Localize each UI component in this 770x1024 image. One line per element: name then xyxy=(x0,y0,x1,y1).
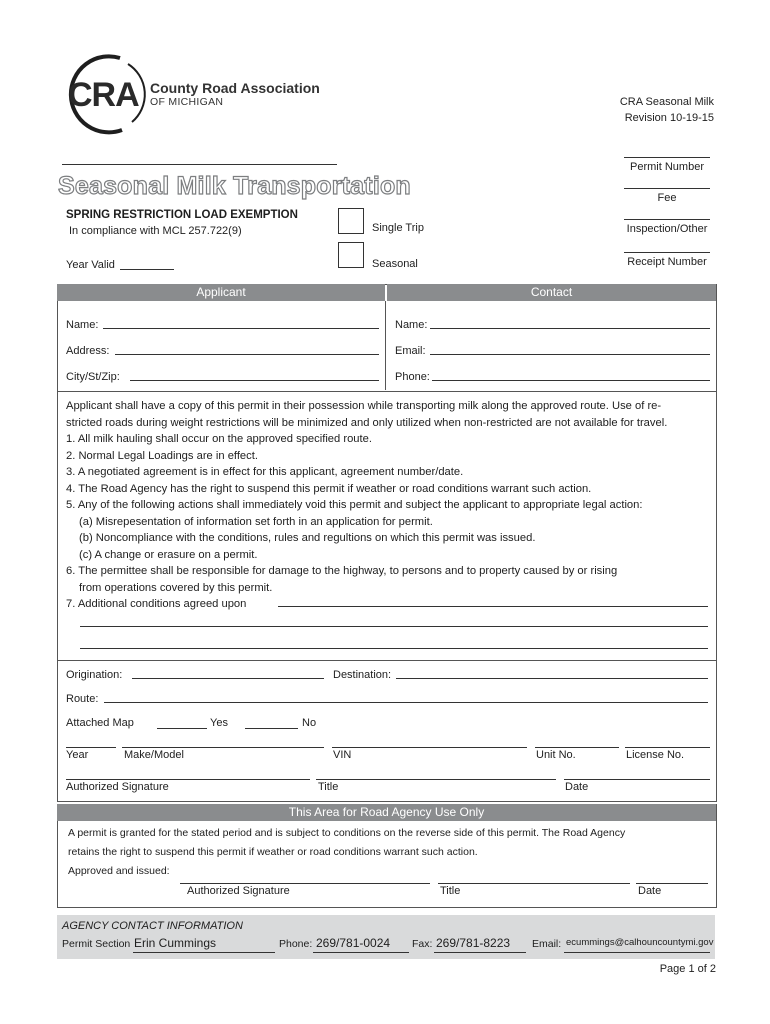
fax-label: Fax: xyxy=(412,938,433,950)
agency-header: This Area for Road Agency Use Only xyxy=(57,804,716,821)
license-no-field[interactable] xyxy=(625,747,710,748)
agency-signature-label: Authorized Signature xyxy=(187,885,290,897)
terms-line: (a) Misrepesentation of information set forth in an application for permit. xyxy=(79,515,433,528)
attached-map-label: Attached Map xyxy=(66,717,134,729)
applicant-header: Applicant xyxy=(57,284,385,301)
single-trip-label: Single Trip xyxy=(372,222,424,234)
logo-name-line1: County Road Association xyxy=(150,80,320,96)
terms-line: Applicant shall have a copy of this permit in their possession while transporting milk along the approved route. Use of re- xyxy=(66,400,662,412)
title-rule xyxy=(62,164,337,165)
route-label: Route: xyxy=(66,693,99,705)
terms-line: 7. Additional conditions agreed upon xyxy=(66,598,247,610)
contact-email-label: Email: xyxy=(395,345,426,357)
terms-line: (c) A change or erasure on a permit. xyxy=(79,548,258,561)
terms-line: from operations covered by this permit. xyxy=(79,581,273,594)
terms-line: 3. A negotiated agreement is in effect for this applicant, agreement number/date. xyxy=(66,466,464,478)
phone-label: Phone: xyxy=(279,938,313,950)
destination-field[interactable] xyxy=(396,678,708,679)
agency-text-line2: retains the right to suspend this permit if weather or road conditions warrant such action. xyxy=(68,846,478,858)
compliance-text: In compliance with MCL 257.722(9) xyxy=(69,225,242,237)
vin-label: VIN xyxy=(333,749,352,761)
make-model-label: Make/Model xyxy=(124,749,184,761)
year-valid-field[interactable] xyxy=(120,269,174,270)
fax-value: 269/781-8223 xyxy=(436,936,511,950)
agency-text-line1: A permit is granted for the stated period and is subject to conditions on the reverse side of this permit. The Road Agency xyxy=(68,827,626,839)
signature-date-label: Date xyxy=(565,781,589,793)
logo-name-line2: OF MICHIGAN xyxy=(150,96,224,108)
terms-line: 2. Normal Legal Loadings are in effect. xyxy=(66,449,258,462)
origination-label: Origination: xyxy=(66,669,123,681)
logo-abbr: CRA xyxy=(68,76,139,114)
applicant-address-label: Address: xyxy=(66,345,110,357)
route-field[interactable] xyxy=(104,702,708,703)
terms-line: 4. The Road Agency has the right to suspend this permit if weather or road conditions warrant such action. xyxy=(66,482,592,495)
email-value: ecummings@calhouncountymi.gov xyxy=(566,937,714,948)
receipt-number-label: Receipt Number xyxy=(627,256,707,268)
applicant-name-label: Name: xyxy=(66,319,99,331)
applicant-city-label: City/St/Zip: xyxy=(66,371,120,383)
agency-title-label: Title xyxy=(440,885,461,897)
doc-revision-line1: CRA Seasonal Milk xyxy=(619,96,714,108)
applicant-name-field[interactable] xyxy=(103,328,379,329)
fee-field[interactable] xyxy=(624,188,710,189)
phone-field xyxy=(313,952,409,953)
page-title: Seasonal Milk Transportation xyxy=(58,172,411,200)
permit-section-label: Permit Section xyxy=(62,938,131,950)
additional-conditions-field-2[interactable] xyxy=(80,626,708,627)
subtitle: SPRING RESTRICTION LOAD EXEMPTION xyxy=(66,209,298,221)
seasonal-label: Seasonal xyxy=(372,258,418,270)
terms-line: 6. The permittee shall be responsible for damage to the highway, to persons and to property caused by or rising xyxy=(66,565,618,577)
contact-email-field[interactable] xyxy=(430,354,710,355)
permit-number-label: Permit Number xyxy=(630,161,704,173)
signature-date-field[interactable] xyxy=(564,779,710,780)
agency-signature-field[interactable] xyxy=(180,883,430,884)
origination-field[interactable] xyxy=(132,678,324,679)
signature-title-label: Title xyxy=(318,781,339,793)
permit-number-field[interactable] xyxy=(624,157,710,158)
make-model-field[interactable] xyxy=(122,747,324,748)
attached-map-yes-field[interactable] xyxy=(157,728,207,729)
inspection-field[interactable] xyxy=(624,219,710,220)
inspection-label: Inspection/Other xyxy=(626,223,708,235)
year-valid-label: Year Valid xyxy=(66,259,115,271)
agency-date-label: Date xyxy=(638,885,662,897)
contact-phone-field[interactable] xyxy=(432,380,710,381)
unit-no-label: Unit No. xyxy=(536,749,576,761)
contact-phone-label: Phone: xyxy=(395,371,430,383)
authorized-signature-field[interactable] xyxy=(66,779,310,780)
unit-no-field[interactable] xyxy=(535,747,619,748)
attached-map-no-field[interactable] xyxy=(245,728,298,729)
year-field[interactable] xyxy=(66,747,116,748)
terms-line: (b) Noncompliance with the conditions, rules and regultions on which this permit was issued. xyxy=(79,532,536,544)
attached-map-yes-label: Yes xyxy=(210,717,228,729)
contact-header: Contact xyxy=(387,284,716,301)
year-label: Year xyxy=(66,749,89,761)
phone-value: 269/781-0024 xyxy=(316,936,391,950)
signature-title-field[interactable] xyxy=(316,779,556,780)
terms-line: 5. Any of the following actions shall immediately void this permit and subject the applicant to appropriate legal action: xyxy=(66,499,643,511)
terms-line: 1. All milk hauling shall occur on the approved specified route. xyxy=(66,433,372,445)
additional-conditions-field-3[interactable] xyxy=(80,648,708,649)
page-number: Page 1 of 2 xyxy=(659,963,716,975)
vin-field[interactable] xyxy=(332,747,527,748)
contact-name-field[interactable] xyxy=(430,328,710,329)
receipt-number-field[interactable] xyxy=(624,252,710,253)
agency-date-field[interactable] xyxy=(636,883,708,884)
email-field xyxy=(564,952,710,953)
column-divider xyxy=(385,301,386,390)
contact-name-label: Name: xyxy=(395,319,428,331)
authorized-signature-label: Authorized Signature xyxy=(66,781,169,793)
permit-section-value: Erin Cummings xyxy=(134,936,217,950)
license-no-label: License No. xyxy=(626,749,685,761)
single-trip-checkbox[interactable] xyxy=(338,208,364,234)
doc-revision-line2: Revision 10-19-15 xyxy=(624,112,714,124)
email-label: Email: xyxy=(532,938,562,950)
terms-text xyxy=(66,398,716,613)
permit-section-field xyxy=(133,952,275,953)
agency-title-field[interactable] xyxy=(438,883,630,884)
seasonal-checkbox[interactable] xyxy=(338,242,364,268)
applicant-city-field[interactable] xyxy=(130,380,379,381)
fax-field xyxy=(434,952,526,953)
logo xyxy=(58,52,328,137)
additional-conditions-field-1[interactable] xyxy=(278,606,708,607)
fee-label: Fee xyxy=(657,192,677,204)
contact-info-header: AGENCY CONTACT INFORMATION xyxy=(62,920,243,932)
approved-issued-label: Approved and issued: xyxy=(68,865,170,877)
attached-map-no-label: No xyxy=(302,717,317,729)
terms-line: stricted roads during weight restrictions will be minimized and only utilized when non-restricted are not available for travel. xyxy=(66,416,668,429)
destination-label: Destination: xyxy=(333,669,392,681)
applicant-address-field[interactable] xyxy=(115,354,379,355)
